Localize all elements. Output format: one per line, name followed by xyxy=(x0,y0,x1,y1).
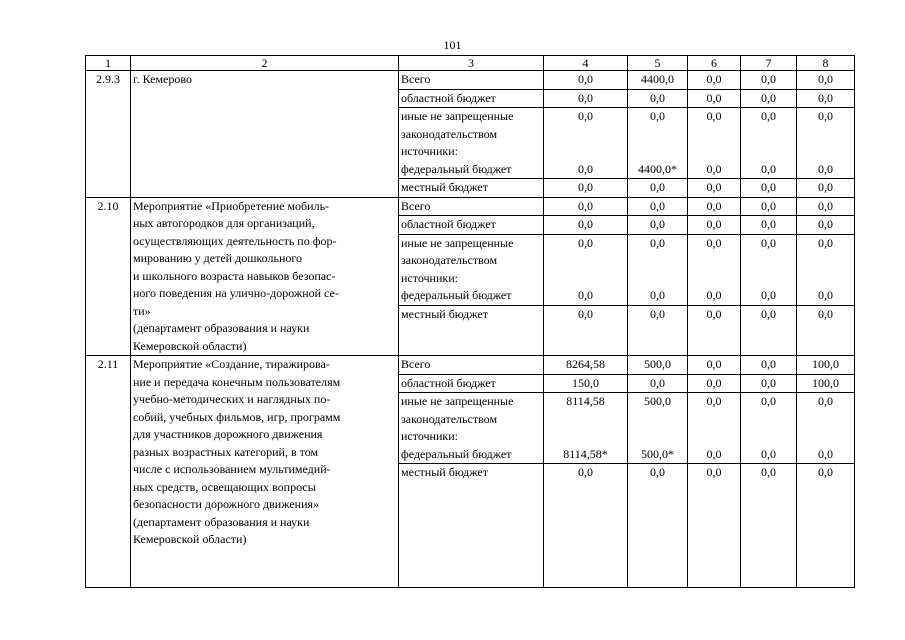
value-cell: 0,0 xyxy=(650,465,665,479)
value-cell: 0,0 xyxy=(818,306,833,321)
value-cell: 0,0 xyxy=(818,180,833,194)
funding-sources xyxy=(399,71,544,198)
value-column-4 xyxy=(544,197,628,356)
description-line: безопасности дорожного движения» xyxy=(133,497,320,511)
value-cell: 4400,0* xyxy=(628,161,687,180)
value-cell: 0,0 xyxy=(688,90,740,109)
description-line: (департамент образования и науки xyxy=(133,514,310,529)
funding-sources xyxy=(399,356,544,588)
value-cell: 0,0 xyxy=(797,446,854,465)
spacer xyxy=(133,549,396,587)
funding-source: иные не запрещенные законодательством источники: xyxy=(401,109,514,158)
value-cell: 0,0 xyxy=(544,198,627,217)
funding-source: областной бюджет xyxy=(399,375,543,394)
table-row xyxy=(86,71,855,198)
funding-source: Всего xyxy=(399,356,543,375)
value-column-8 xyxy=(797,356,855,588)
funding-source: местный бюджет xyxy=(401,465,488,479)
header-cell-1: 1 xyxy=(86,56,131,71)
description-line: Кемеровской области) xyxy=(133,532,247,546)
header-cell-8: 8 xyxy=(797,56,855,71)
value-cell: 0,0 xyxy=(706,235,722,250)
value-column-8 xyxy=(797,71,855,198)
budget-table xyxy=(85,55,855,588)
value-cell: 0,0 xyxy=(797,216,854,235)
description-line: осуществляющих деятельность по фор- xyxy=(133,233,337,248)
value-cell: 0,0 xyxy=(797,287,854,306)
value-column-7 xyxy=(741,356,797,588)
value-cell: 0,0 xyxy=(628,198,687,217)
value-cell: 0,0 xyxy=(706,465,722,479)
table-row xyxy=(86,356,855,588)
description-line: собий, учебных фильмов, игр, программ xyxy=(133,409,341,424)
header-cell-5: 5 xyxy=(628,56,688,71)
description-line: ного поведения на улично-дорожной се- xyxy=(133,286,339,300)
value-cell: 0,0 xyxy=(741,287,796,306)
value-cell: 0,0 xyxy=(741,90,796,109)
value-cell: 0,0 xyxy=(761,465,776,479)
value-cell: 0,0 xyxy=(761,306,776,321)
value-cell: 0,0 xyxy=(650,235,665,250)
description-line: Кемеровской области) xyxy=(133,338,247,353)
value-cell: 150,0 xyxy=(544,375,627,394)
value-cell: 0,0 xyxy=(650,306,665,321)
value-cell: 0,0 xyxy=(761,180,776,194)
value-column-7 xyxy=(741,197,797,356)
value-cell: 0,0 xyxy=(706,394,722,408)
value-column-6 xyxy=(688,197,741,356)
value-column-6 xyxy=(688,71,741,198)
value-cell: 0,0 xyxy=(741,198,796,217)
funding-source: областной бюджет xyxy=(399,90,543,109)
description-line: (департамент образования и науки xyxy=(133,321,310,335)
description-line: ных средств, освещающих вопросы xyxy=(133,479,316,494)
value-cell: 500,0 xyxy=(644,394,671,408)
value-cell: 0,0 xyxy=(761,109,776,123)
description-line: ние и передача конечным пользователям xyxy=(133,374,341,389)
value-cell: 0,0 xyxy=(797,71,854,90)
value-cell: 0,0 xyxy=(578,465,593,479)
value-cell: 0,0 xyxy=(818,465,833,479)
value-cell: 0,0 xyxy=(650,180,665,194)
value-cell: 0,0 xyxy=(650,109,665,123)
row-number: 2.10 xyxy=(86,197,131,356)
value-cell: 0,0 xyxy=(544,216,627,235)
value-cell: 0,0 xyxy=(818,109,833,123)
value-cell: 0,0 xyxy=(628,216,687,235)
value-cell: 8114,58 xyxy=(566,394,605,408)
funding-source: Всего xyxy=(399,71,543,90)
description-line: мированию у детей дошкольного xyxy=(133,251,302,265)
value-cell: 0,0 xyxy=(706,306,722,321)
value-cell: 0,0 xyxy=(818,394,833,408)
value-column-5 xyxy=(628,356,688,588)
description-line: для участников дорожного движения xyxy=(133,427,323,441)
funding-sources xyxy=(399,197,544,356)
value-cell: 0,0 xyxy=(741,356,796,375)
description-line: числе с использованием мультимедий- xyxy=(133,462,331,476)
value-cell: 0,0 xyxy=(688,71,740,90)
value-cell: 0,0 xyxy=(688,216,740,235)
value-cell: 0,0 xyxy=(578,109,593,123)
value-cell: 100,0 xyxy=(797,375,854,394)
header-cell-4: 4 xyxy=(544,56,628,71)
value-cell: 100,0 xyxy=(797,356,854,375)
value-cell: 0,0 xyxy=(628,375,687,394)
value-cell: 0,0 xyxy=(741,161,796,180)
header-cell-7: 7 xyxy=(741,56,797,71)
value-cell: 500,0* xyxy=(628,446,687,465)
value-cell: 0,0 xyxy=(688,446,740,465)
measure-description xyxy=(131,71,399,198)
value-column-8 xyxy=(797,197,855,356)
funding-source: федеральный бюджет xyxy=(399,287,543,306)
value-cell: 0,0 xyxy=(818,235,833,250)
value-cell: 4400,0 xyxy=(628,71,687,90)
value-cell: 0,0 xyxy=(761,235,776,250)
funding-source: федеральный бюджет xyxy=(399,161,543,180)
value-column-7 xyxy=(741,71,797,198)
value-column-4 xyxy=(544,71,628,198)
value-cell: 0,0 xyxy=(706,180,722,194)
header-cell-6: 6 xyxy=(688,56,741,71)
description-line: учебно-методических и наглядных по- xyxy=(133,392,331,406)
funding-source: Всего xyxy=(399,198,543,217)
value-cell: 0,0 xyxy=(544,90,627,109)
value-cell: 0,0 xyxy=(628,287,687,306)
row-number: 2.9.3 xyxy=(86,71,131,198)
funding-source: иные не запрещенные законодательством источники: xyxy=(401,394,514,443)
description-line: ных автогородков для организаций, xyxy=(133,216,315,230)
value-cell: 0,0 xyxy=(578,235,593,250)
value-cell: 0,0 xyxy=(544,287,627,306)
value-cell: 0,0 xyxy=(578,306,593,321)
funding-source: федеральный бюджет xyxy=(399,446,543,465)
value-cell: 0,0 xyxy=(761,394,776,408)
value-cell: 8114,58* xyxy=(544,446,627,465)
row-number: 2.11 xyxy=(86,356,131,588)
value-cell: 0,0 xyxy=(688,161,740,180)
value-cell: 0,0 xyxy=(688,198,740,217)
funding-source: местный бюджет xyxy=(401,306,488,321)
value-cell: 0,0 xyxy=(544,71,627,90)
value-cell: 0,0 xyxy=(797,161,854,180)
table-row xyxy=(86,197,855,356)
header-cell-2: 2 xyxy=(131,56,399,71)
value-cell: 0,0 xyxy=(741,216,796,235)
value-cell: 8264,58 xyxy=(544,356,627,375)
value-column-4 xyxy=(544,356,628,588)
value-cell: 0,0 xyxy=(688,287,740,306)
funding-source: иные не запрещенные законодательством источники: xyxy=(401,235,514,285)
header-row xyxy=(86,56,855,71)
funding-source: местный бюджет xyxy=(401,180,488,194)
page-number: 101 xyxy=(443,38,462,52)
description-line: ти» xyxy=(133,303,151,318)
description-line: г. Кемерово xyxy=(133,72,192,86)
value-cell: 0,0 xyxy=(797,198,854,217)
measure-description xyxy=(131,197,399,356)
description-line: Мероприятие «Создание, тиражирова- xyxy=(133,357,330,371)
value-cell: 0,0 xyxy=(688,356,740,375)
funding-source: областной бюджет xyxy=(399,216,543,235)
value-cell: 0,0 xyxy=(578,180,593,194)
value-cell: 0,0 xyxy=(797,90,854,109)
description-line: разных возрастных категорий, в том xyxy=(133,444,319,459)
value-cell: 0,0 xyxy=(706,109,722,123)
value-column-5 xyxy=(628,71,688,198)
value-cell: 0,0 xyxy=(741,375,796,394)
value-cell: 500,0 xyxy=(628,356,687,375)
description-line: Мероприятие «Приобретение мобиль- xyxy=(133,198,330,213)
value-cell: 0,0 xyxy=(688,375,740,394)
value-cell: 0,0 xyxy=(628,90,687,109)
description-line: и школьного возраста навыков безопас- xyxy=(133,268,336,283)
value-column-5 xyxy=(628,197,688,356)
value-cell: 0,0 xyxy=(544,161,627,180)
measure-description xyxy=(131,356,399,588)
value-cell: 0,0 xyxy=(741,71,796,90)
header-cell-3: 3 xyxy=(399,56,544,71)
value-cell: 0,0 xyxy=(741,446,796,465)
value-column-6 xyxy=(688,356,741,588)
